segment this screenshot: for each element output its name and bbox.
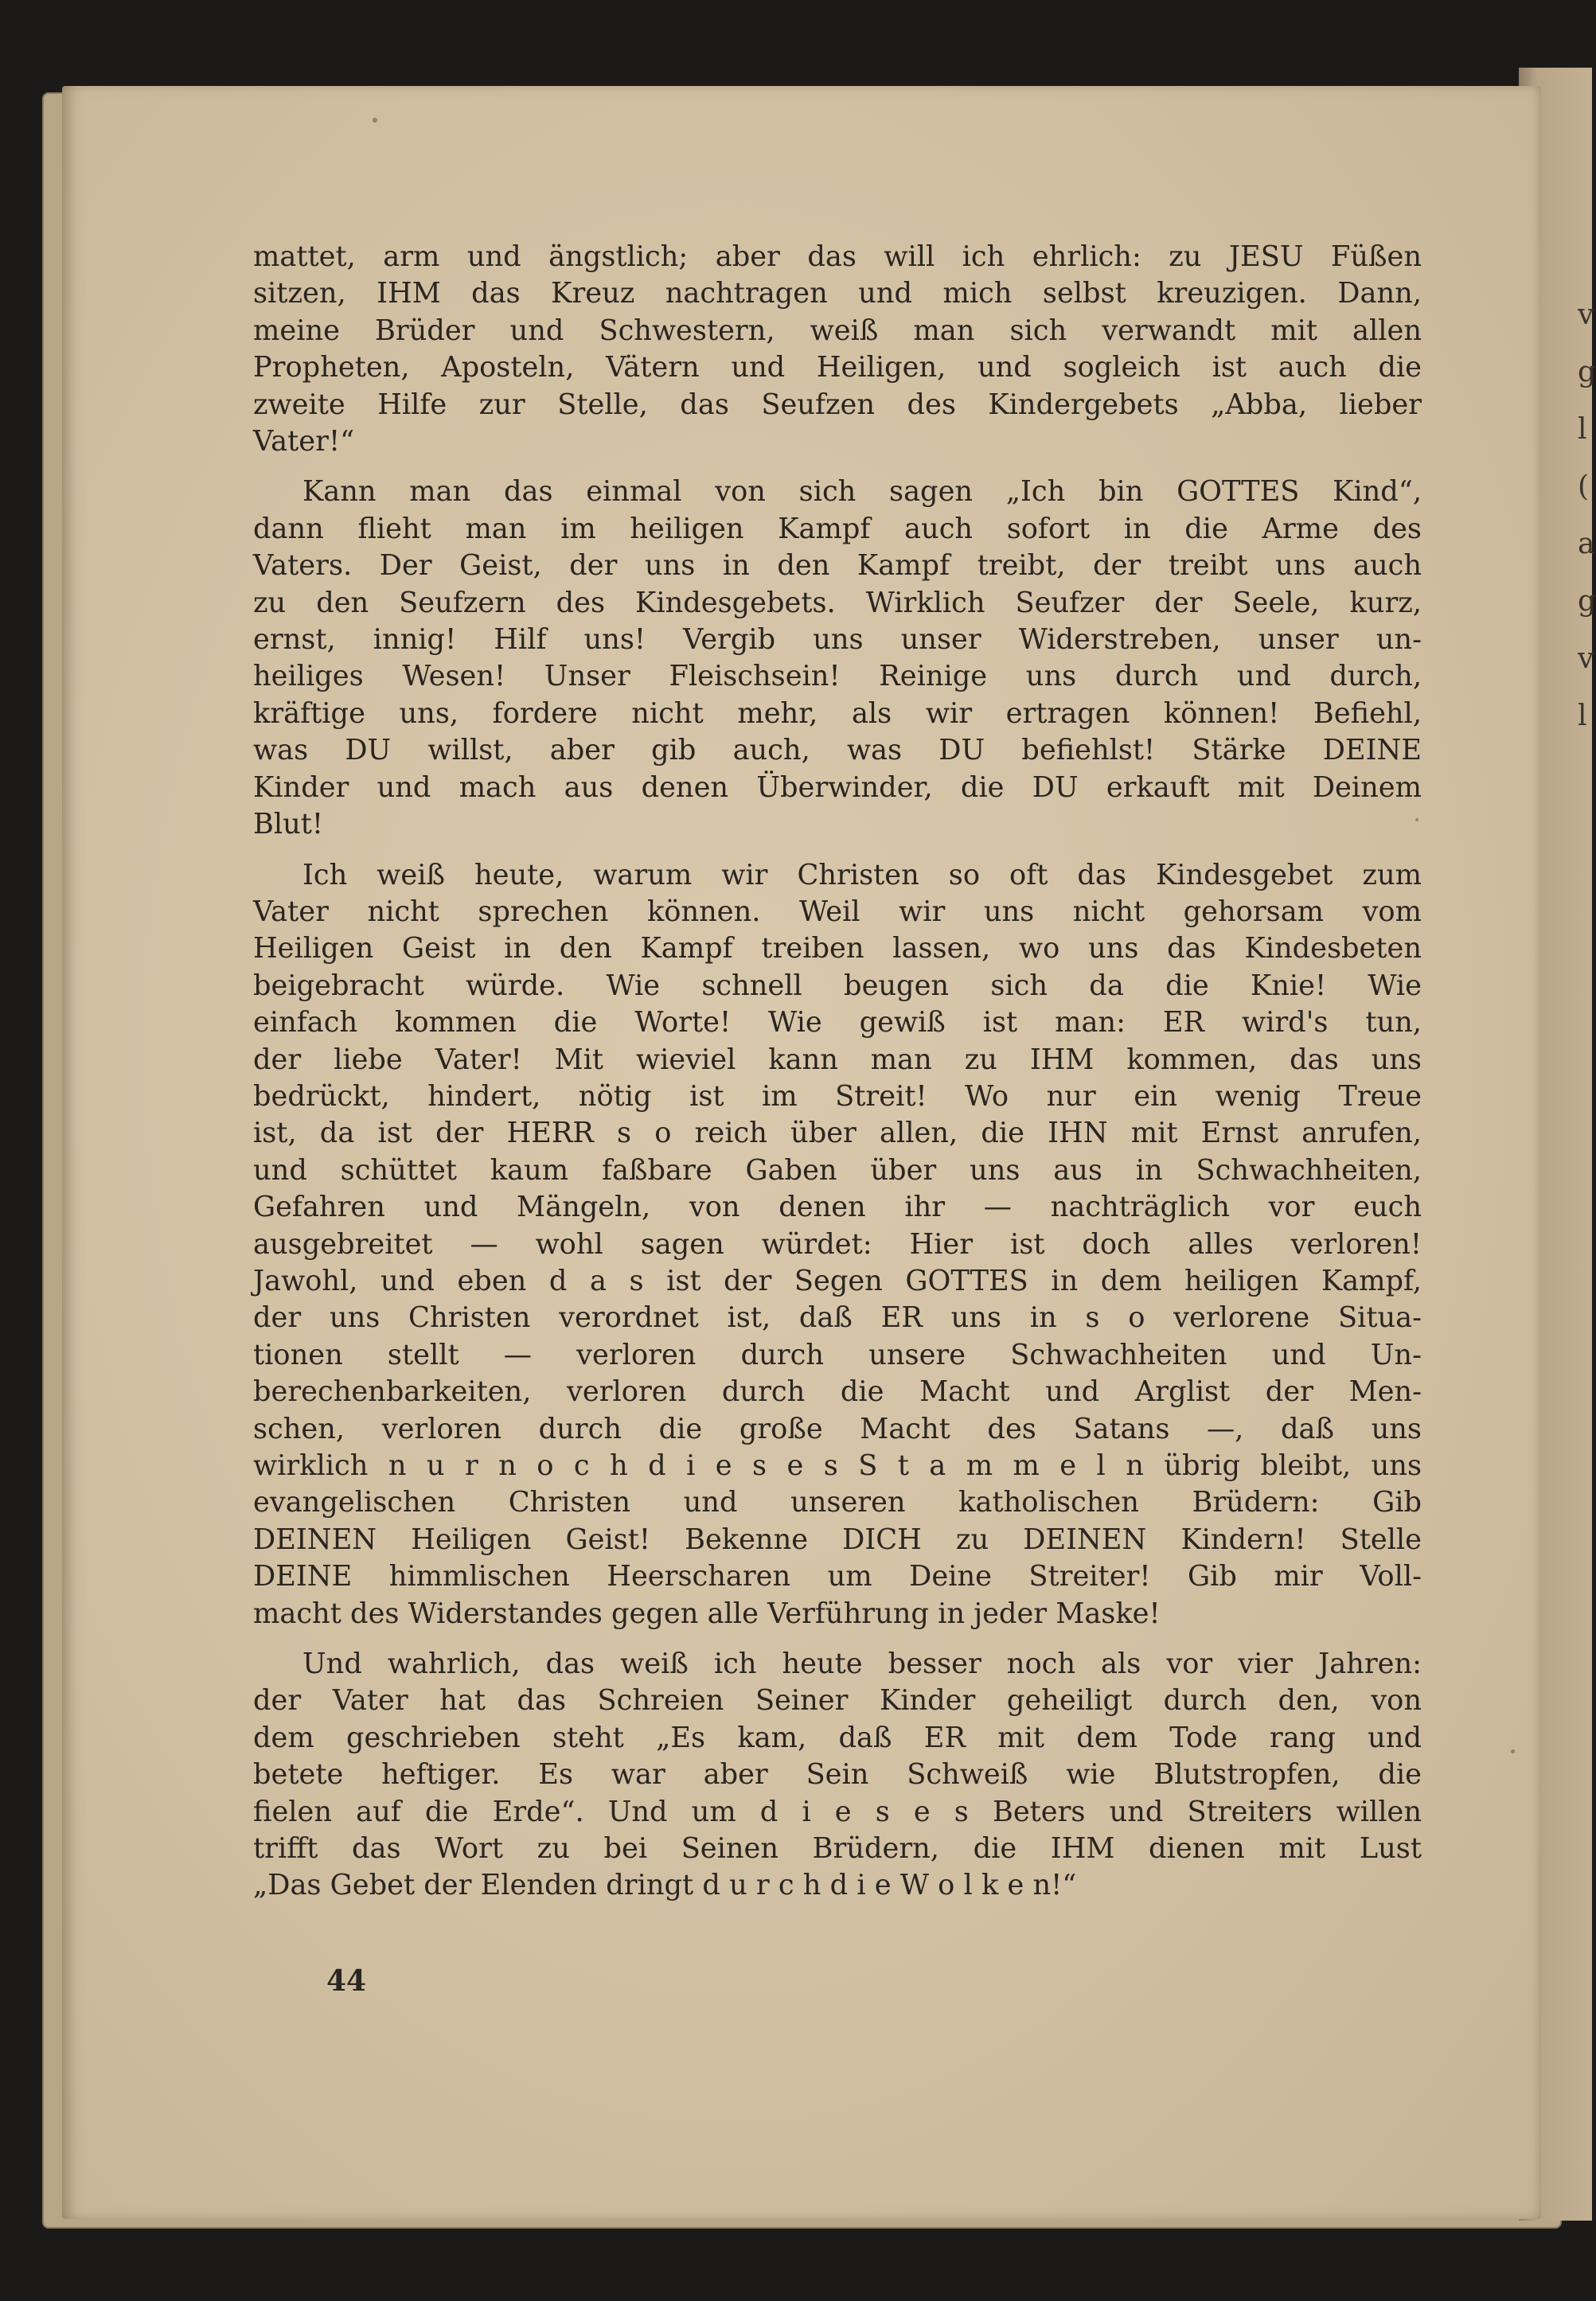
text-line: sitzen, IHM das Kreuz nachtragen und mich selbst kreuzigen. Dann,: [253, 277, 1422, 310]
paragraph: [253, 239, 1422, 460]
text-line: bedrückt, hindert, nötig ist im Streit! Wo nur ein wenig Treue: [253, 1079, 1422, 1113]
paragraph-gap: [253, 1632, 1422, 1646]
text-line: betete heftiger. Es war aber Sein Schweiß wie Blutstropfen, die: [253, 1758, 1422, 1792]
adjacent-page-letter: v: [1578, 298, 1594, 331]
text-line: der liebe Vater! Mit wieviel kann man zu IHM kommen, das uns: [253, 1043, 1422, 1076]
text-line: Vaters. Der Geist, der uns in den Kampf treibt, der treibt uns auch: [253, 549, 1422, 583]
text-line: schen, verloren durch die große Macht des Satans —, daß uns: [253, 1412, 1422, 1445]
adjacent-page-letter: l: [1578, 700, 1587, 732]
text-line: Kinder und mach aus denen Überwinder, die DU erkauft mit Deinem: [253, 770, 1422, 804]
text-line: heiliges Wesen! Unser Fleischsein! Reinige uns durch und durch,: [253, 660, 1422, 693]
adjacent-page-letter: l: [1578, 413, 1587, 446]
text-line: Und wahrlich, das weiß ich heute besser noch als vor vier Jahren:: [302, 1648, 1422, 1681]
text-line: und schüttet kaum faßbare Gaben über uns aus in Schwachheiten,: [253, 1153, 1422, 1187]
text-line: fielen auf die Erde“. Und um d i e s e s Beters und Streiters willen: [253, 1795, 1422, 1828]
text-line: Gefahren und Mängeln, von denen ihr — nachträglich vor euch: [253, 1191, 1422, 1224]
text-line: trifft das Wort zu bei Seinen Brüdern, die IHM dienen mit Lust: [253, 1832, 1422, 1866]
text-line: berechenbarkeiten, verloren durch die Macht und Arglist der Men-: [253, 1375, 1422, 1409]
text-line: Jawohl, und eben d a s ist der Segen GOTTES in dem heiligen Kampf,: [253, 1264, 1422, 1297]
adjacent-page-letter: (: [1578, 470, 1590, 503]
text-line: meine Brüder und Schwestern, weiß man sich verwandt mit allen: [253, 314, 1422, 347]
text-line: Propheten, Aposteln, Vätern und Heiligen, und sogleich ist auch die: [253, 351, 1422, 384]
text-line: dann flieht man im heiligen Kampf auch sofort in die Arme des: [253, 512, 1422, 545]
text-line: Ich weiß heute, warum wir Christen so oft das Kindesgebet zum: [302, 858, 1422, 891]
text-line: was DU willst, aber gib auch, was DU befiehlst! Stärke DEINE: [253, 734, 1422, 767]
text-line: mattet, arm und ängstlich; aber das will ich ehrlich: zu JESU Füßen: [253, 240, 1422, 273]
adjacent-page-letter: a: [1578, 528, 1595, 560]
text-line: wirklich n u r n o c h d i e s e s S t a m m e l n übrig bleibt, uns: [253, 1449, 1422, 1482]
text-line: macht des Widerstandes gegen alle Verführung in jeder Maske!: [253, 1597, 1161, 1630]
text-line: beigebracht würde. Wie schnell beugen sich da die Knie! Wie: [253, 969, 1422, 1002]
text-line: zweite Hilfe zur Stelle, das Seufzen des Kindergebets „Abba, lieber: [253, 388, 1422, 421]
adjacent-page-letter: g: [1578, 356, 1596, 388]
text-line: ist, da ist der HERR s o reich über allen, die IHN mit Ernst anrufen,: [253, 1117, 1422, 1150]
text-line: einfach kommen die Worte! Wie gewiß ist man: ER wird's tun,: [253, 1006, 1422, 1039]
paragraph-gap: [253, 844, 1422, 857]
body-text: [253, 239, 1422, 1905]
text-line: Heiligen Geist in den Kampf treiben lassen, wo uns das Kindesbeten: [253, 932, 1422, 965]
text-line: ausgebreitet — wohl sagen würdet: Hier ist doch alles verloren!: [253, 1227, 1422, 1261]
paper-speck: [1511, 1749, 1515, 1753]
adjacent-page-letter: v: [1578, 642, 1594, 675]
text-line: Kann man das einmal von sich sagen „Ich bin GOTTES Kind“,: [302, 475, 1422, 509]
text-line: DEINEN Heiligen Geist! Bekenne DICH zu DEINEN Kindern! Stelle: [253, 1523, 1422, 1556]
paragraph: [253, 474, 1422, 843]
text-line: „Das Gebet der Elenden dringt d u r c h d i e W o l k e n!“: [253, 1869, 1077, 1902]
text-line: evangelischen Christen und unseren katholischen Brüdern: Gib: [253, 1486, 1422, 1519]
text-line: dem geschrieben steht „Es kam, daß ER mit dem Tode rang und: [253, 1721, 1422, 1754]
text-line: der uns Christen verordnet ist, daß ER uns in s o verlorene Situa-: [253, 1301, 1422, 1335]
text-line: ernst, innig! Hilf uns! Vergib uns unser Widerstreben, unser un-: [253, 623, 1422, 657]
text-line: Vater nicht sprechen können. Weil wir uns nicht gehorsam vom: [253, 895, 1422, 928]
paper-speck: [373, 118, 377, 123]
text-line: Blut!: [253, 808, 324, 841]
adjacent-page-letter: g: [1578, 585, 1596, 618]
text-line: zu den Seufzern des Kindesgebets. Wirklich Seufzer der Seele, kurz,: [253, 586, 1422, 619]
text-line: der Vater hat das Schreien Seiner Kinder geheiligt durch den, von: [253, 1684, 1422, 1718]
text-line: tionen stellt — verloren durch unsere Schwachheiten und Un-: [253, 1338, 1422, 1371]
paragraph: [253, 1646, 1422, 1905]
text-line: kräftige uns, fordere nicht mehr, als wir ertragen können! Befiehl,: [253, 696, 1422, 730]
text-line: DEINE himmlischen Heerscharen um Deine Streiter! Gib mir Voll-: [253, 1560, 1422, 1593]
page-number: 44: [326, 1964, 367, 1998]
text-line: Vater!“: [253, 425, 355, 458]
paragraph: [253, 857, 1422, 1633]
paragraph-gap: [253, 460, 1422, 474]
